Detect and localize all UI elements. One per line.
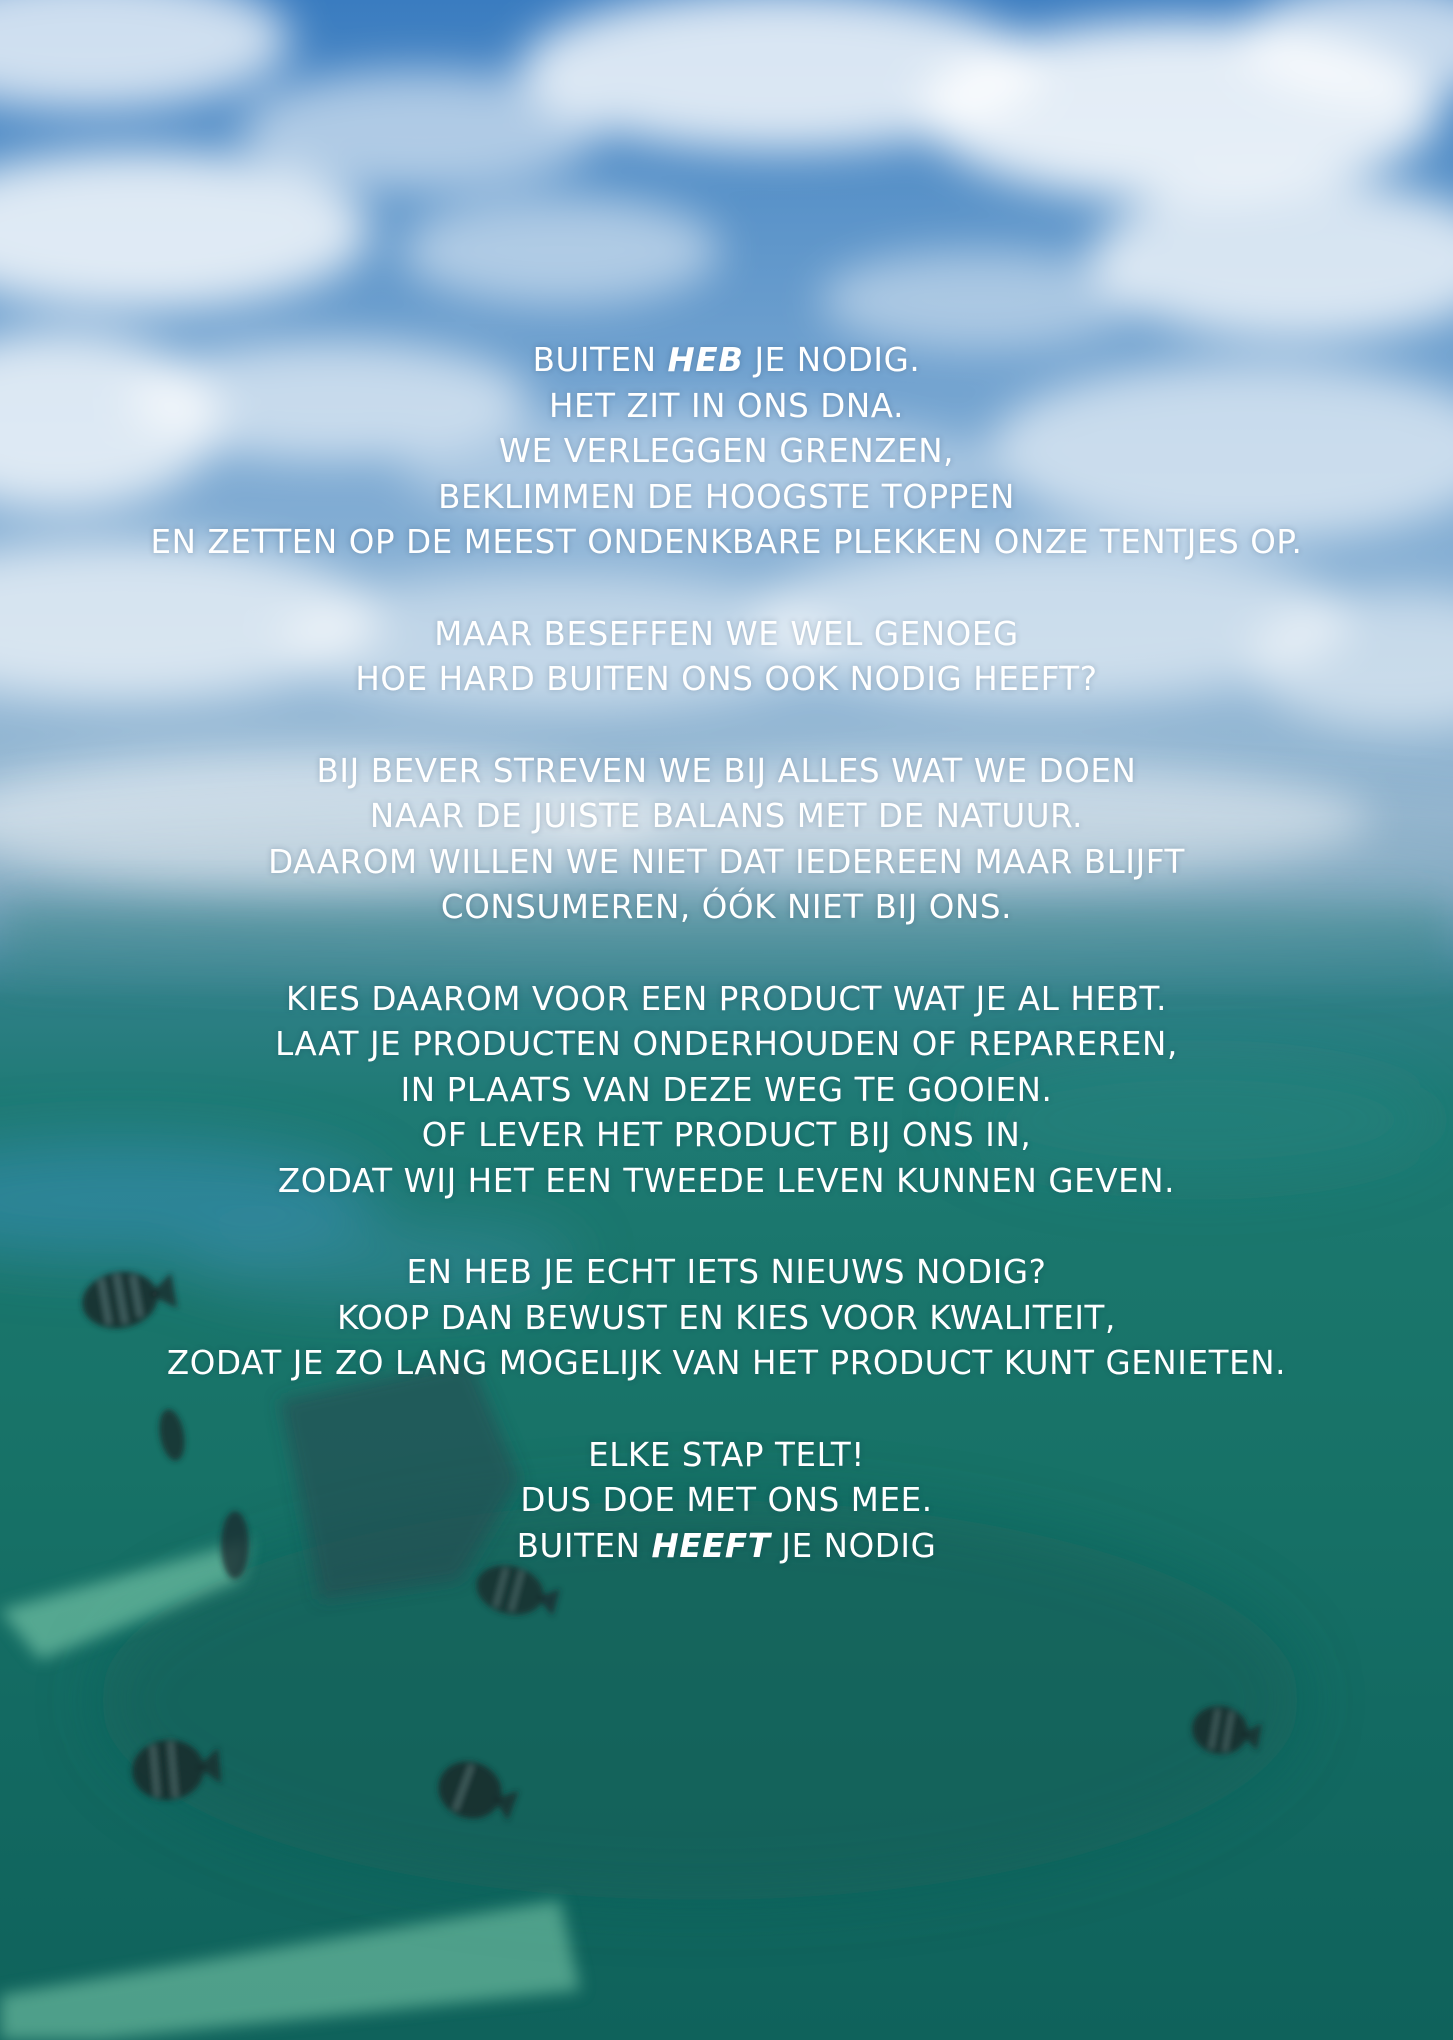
poem-stanza xyxy=(0,338,1453,566)
poem-line: ZODAT JE ZO LANG MOGELIJK VAN HET PRODUCT KUNT GENIETEN. xyxy=(166,1344,1287,1382)
poem-line xyxy=(0,1524,1453,1570)
poem-stanza xyxy=(0,612,1453,703)
poem-line: KOOP DAN BEWUST EN KIES VOOR KWALITEIT, xyxy=(337,1298,1116,1337)
poem-line: LAAT JE PRODUCTEN ONDERHOUDEN OF REPAREREN, xyxy=(275,1025,1178,1063)
poem-line-part: BUITEN xyxy=(532,341,668,379)
poem-line: HOE HARD BUITEN ONS OOK NODIG HEEFT? xyxy=(355,660,1098,698)
poem-line: IN PLAATS VAN DEZE WEG TE GOOIEN. xyxy=(400,1070,1053,1109)
poem-line: HET ZIT IN ONS DNA. xyxy=(549,386,904,425)
poem-line: BEKLIMMEN DE HOOGSTE TOPPEN xyxy=(438,477,1015,516)
poem-emphasis: HEEFT xyxy=(651,1526,771,1565)
poem-line: CONSUMEREN, ÓÓK NIET BIJ ONS. xyxy=(440,888,1013,926)
poem-line: ZODAT WIJ HET EEN TWEEDE LEVEN KUNNEN GEVEN. xyxy=(277,1161,1176,1200)
poem-line: WE VERLEGGEN GRENZEN, xyxy=(498,432,955,470)
poem-line-part: JE NODIG xyxy=(770,1526,937,1565)
poem-line: DUS DOE MET ONS MEE. xyxy=(520,1481,933,1519)
poem-line: BIJ BEVER STREVEN WE BIJ ALLES WAT WE DOEN xyxy=(316,751,1137,790)
poem-stanza xyxy=(0,749,1453,931)
poem-line: ELKE STAP TELT! xyxy=(588,1435,865,1474)
poem-line-part: JE NODIG. xyxy=(743,341,921,379)
poem-line: OF LEVER HET PRODUCT BIJ ONS IN, xyxy=(421,1116,1032,1154)
poem-line: EN ZETTEN OP DE MEEST ONDENKBARE PLEKKEN ONZE TENTJES OP. xyxy=(150,523,1303,561)
poem-stanza xyxy=(0,1250,1453,1387)
poem-stanza xyxy=(0,977,1453,1205)
poem-stanza xyxy=(0,1433,1453,1570)
poem-line: MAAR BESEFFEN WE WEL GENOEG xyxy=(434,614,1019,653)
poem-emphasis: HEB xyxy=(667,341,744,379)
poem-line-part: BUITEN xyxy=(516,1526,652,1565)
poem-line: EN HEB JE ECHT IETS NIEUWS NODIG? xyxy=(406,1253,1047,1291)
plastic-sheet xyxy=(0,1900,580,2040)
poem-line: KIES DAAROM VOOR EEN PRODUCT WAT JE AL HEBT. xyxy=(285,979,1168,1018)
poem-line xyxy=(0,338,1453,384)
poem-line: DAAROM WILLEN WE NIET DAT IEDEREEN MAAR BLIJFT xyxy=(268,842,1185,881)
poem-line: NAAR DE JUISTE BALANS MET DE NATUUR. xyxy=(369,797,1084,835)
poem-text xyxy=(0,338,1453,1615)
